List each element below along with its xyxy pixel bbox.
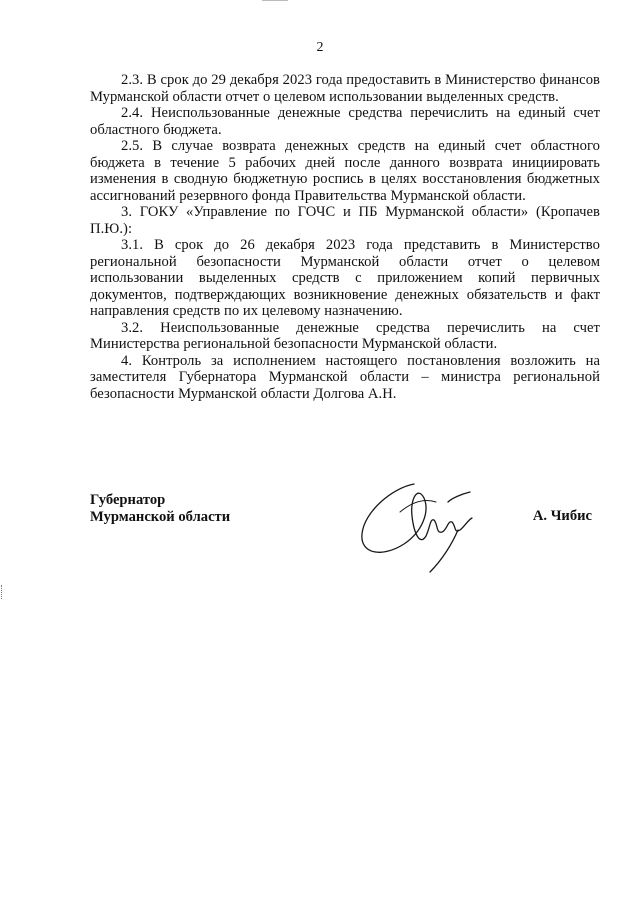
page-top-mark	[262, 0, 288, 1]
paragraph-2-4: 2.4. Неиспользованные денежные средства перечислить на единый счет областного бюджета.	[90, 105, 600, 138]
paragraph-3-2: 3.2. Неиспользованные денежные средства перечислить на счет Министерства региональной безопасности Мурманской области.	[90, 319, 600, 352]
paragraph-3: 3. ГОКУ «Управление по ГОЧС и ПБ Мурманской области» (Кропачев П.Ю.):	[90, 204, 600, 237]
document-body	[90, 72, 600, 402]
paragraph-2-5: 2.5. В случае возврата денежных средств на единый счет областного бюджета в течение 5 рабочих дней после данного возврата инициировать изменения в сводную бюджетную роспись в целях восстановления бюджетных ассигнований резервного фонда Правительства Мурманской области.	[90, 138, 600, 204]
scan-edge-mark	[1, 585, 4, 599]
handwritten-signature	[352, 472, 502, 582]
signature-block	[90, 492, 600, 602]
signatory-name: А. Чибис	[532, 508, 592, 524]
signatory-position-line2: Мурманской области	[90, 509, 231, 525]
signatory-position	[90, 492, 230, 526]
signatory-position-line1: Губернатор	[90, 492, 166, 508]
paragraph-4: 4. Контроль за исполнением настоящего постановления возложить на заместителя Губернатора Мурманской области – министра региональной безопасности Мурманской области Долгова А.Н.	[90, 352, 600, 402]
paragraph-3-1: 3.1. В срок до 26 декабря 2023 года представить в Министерство региональной безопасности Мурманской области отчет о целевом использовании выделенных средств с приложением копий первичных документов, подтверждающих возникновение денежных обязательств и факт направления средств по их целевому назначению.	[90, 237, 600, 319]
paragraph-2-3: 2.3. В срок до 29 декабря 2023 года предоставить в Министерство финансов Мурманской области отчет о целевом использовании выделенных средств.	[90, 72, 600, 105]
page-number: 2	[316, 40, 324, 55]
